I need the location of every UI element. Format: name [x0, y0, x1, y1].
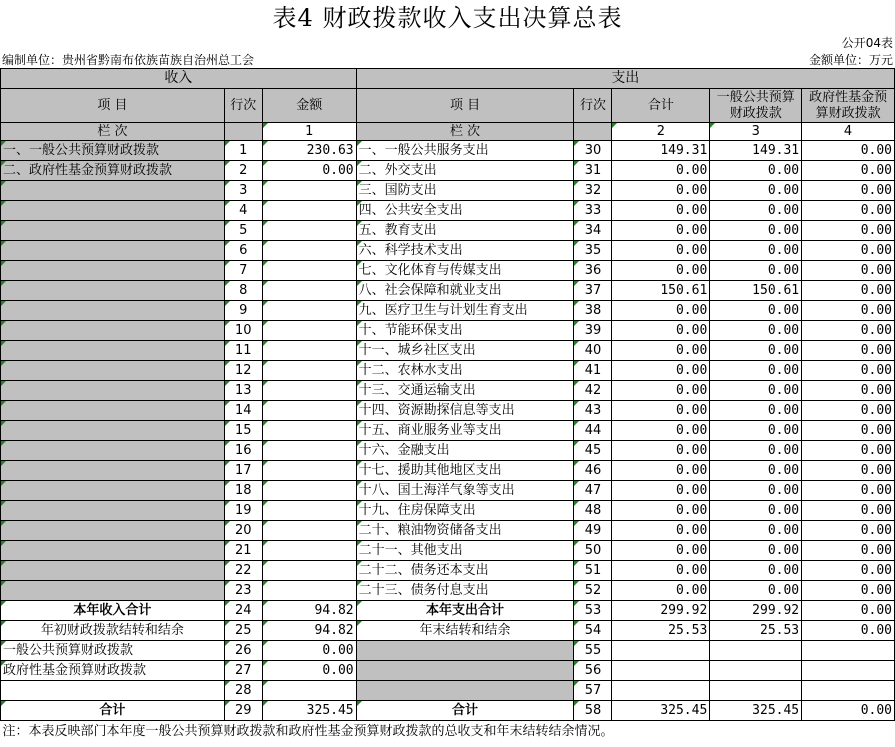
income-amount-cell[interactable]: 230.63	[262, 141, 356, 161]
income-amount-cell[interactable]	[262, 561, 356, 581]
income-amount-cell[interactable]	[262, 541, 356, 561]
income-line-no-cell[interactable]: 7	[224, 261, 262, 281]
expense-item-cell[interactable]: 二十一、其他支出	[356, 541, 574, 561]
income-amount-cell[interactable]: 0.00	[262, 641, 356, 661]
income-section-header: 收入	[1, 69, 357, 89]
gov-fund-header: 政府性基金预算财政拨款	[802, 89, 895, 123]
income-lan-ci: 栏 次	[1, 123, 225, 141]
income-line-no-cell[interactable]: 14	[224, 401, 262, 421]
income-item-cell[interactable]	[1, 561, 225, 581]
income-amount-cell[interactable]: 0.00	[262, 661, 356, 681]
gov-fund-cell[interactable]: 0.00	[802, 481, 895, 501]
income-item-cell[interactable]	[1, 321, 225, 341]
expense-line-no-cell[interactable]: 56	[574, 661, 612, 681]
income-line-no-cell[interactable]: 6	[224, 241, 262, 261]
general-budget-cell[interactable]: 25.53	[710, 621, 802, 641]
expense-item-cell[interactable]: 七、文化体育与传媒支出	[356, 261, 574, 281]
expense-total-cell[interactable]: 0.00	[612, 541, 710, 561]
general-budget-cell[interactable]: 0.00	[710, 161, 802, 181]
income-item-cell[interactable]	[1, 381, 225, 401]
general-budget-cell[interactable]: 0.00	[710, 241, 802, 261]
general-budget-cell[interactable]: 0.00	[710, 521, 802, 541]
expense-total-cell[interactable]: 25.53	[612, 621, 710, 641]
gov-fund-cell[interactable]: 0.00	[802, 321, 895, 341]
general-budget-cell[interactable]: 0.00	[710, 541, 802, 561]
expense-total-cell[interactable]	[612, 681, 710, 701]
expense-item-cell[interactable]: 十七、援助其他地区支出	[356, 461, 574, 481]
general-budget-cell[interactable]: 0.00	[710, 501, 802, 521]
expense-line-no-cell[interactable]: 57	[574, 681, 612, 701]
expense-total-cell[interactable]: 0.00	[612, 301, 710, 321]
table-row	[1, 681, 895, 701]
gov-fund-cell[interactable]: 0.00	[802, 341, 895, 361]
table-row	[1, 161, 895, 181]
expense-line-no-cell[interactable]: 43	[574, 401, 612, 421]
table-row	[1, 381, 895, 401]
expense-item-cell[interactable]: 十、节能环保支出	[356, 321, 574, 341]
general-budget-cell[interactable]: 0.00	[710, 261, 802, 281]
income-amount-cell[interactable]	[262, 321, 356, 341]
expense-total-cell[interactable]	[612, 661, 710, 681]
gov-fund-cell[interactable]: 0.00	[802, 421, 895, 441]
gov-fund-cell[interactable]: 0.00	[802, 281, 895, 301]
income-item-cell[interactable]	[1, 501, 225, 521]
expense-line-no-cell[interactable]: 38	[574, 301, 612, 321]
expense-line-no-cell[interactable]: 33	[574, 201, 612, 221]
general-budget-cell[interactable]: 325.45	[710, 701, 802, 721]
expense-line-no-cell[interactable]: 31	[574, 161, 612, 181]
expense-total-cell[interactable]: 149.31	[612, 141, 710, 161]
income-amount-cell[interactable]	[262, 361, 356, 381]
expense-item-cell[interactable]: 十五、商业服务业等支出	[356, 421, 574, 441]
expense-total-cell[interactable]: 0.00	[612, 161, 710, 181]
income-line-no-cell[interactable]: 2	[224, 161, 262, 181]
gov-fund-cell[interactable]: 0.00	[802, 181, 895, 201]
gov-fund-cell[interactable]: 0.00	[802, 241, 895, 261]
expense-item-cell[interactable]: 五、教育支出	[356, 221, 574, 241]
gov-fund-cell[interactable]: 0.00	[802, 581, 895, 601]
expense-line-no-cell[interactable]: 49	[574, 521, 612, 541]
expense-line-no-cell[interactable]: 44	[574, 421, 612, 441]
income-amount-cell[interactable]: 325.45	[262, 701, 356, 721]
gov-fund-cell[interactable]: 0.00	[802, 441, 895, 461]
gov-fund-cell[interactable]: 0.00	[802, 161, 895, 181]
table-row	[1, 201, 895, 221]
income-item-cell[interactable]	[1, 221, 225, 241]
general-budget-cell[interactable]: 299.92	[710, 601, 802, 621]
table-row	[1, 141, 895, 161]
table-row	[1, 361, 895, 381]
income-amount-cell[interactable]	[262, 461, 356, 481]
expense-item-cell[interactable]: 二十、粮油物资储备支出	[356, 521, 574, 541]
expense-line-no-cell[interactable]: 32	[574, 181, 612, 201]
income-item-cell[interactable]	[1, 421, 225, 441]
expense-line-no-cell[interactable]: 53	[574, 601, 612, 621]
income-item-cell[interactable]: 政府性基金预算财政拨款	[1, 661, 225, 681]
income-amount-cell[interactable]	[262, 241, 356, 261]
income-line-no-cell[interactable]: 13	[224, 381, 262, 401]
income-item-cell[interactable]	[1, 281, 225, 301]
table-row	[1, 521, 895, 541]
general-budget-cell[interactable]: 0.00	[710, 481, 802, 501]
income-item-cell[interactable]	[1, 361, 225, 381]
table-row	[1, 441, 895, 461]
table-row	[1, 641, 895, 661]
income-lan-ci-blank	[224, 123, 262, 141]
general-budget-header: 一般公共预算财政拨款	[710, 89, 802, 123]
reporting-unit: 编制单位：贵州省黔南布依族苗族自治州总工会	[2, 53, 255, 67]
gov-fund-cell[interactable]: 0.00	[802, 221, 895, 241]
income-item-cell[interactable]	[1, 341, 225, 361]
income-line-no-cell[interactable]: 12	[224, 361, 262, 381]
expense-total-cell[interactable]: 0.00	[612, 421, 710, 441]
income-line-no-cell[interactable]: 23	[224, 581, 262, 601]
income-item-cell[interactable]	[1, 241, 225, 261]
table-row	[1, 221, 895, 241]
table-row	[1, 621, 895, 641]
income-amount-cell[interactable]	[262, 261, 356, 281]
general-budget-cell[interactable]: 0.00	[710, 221, 802, 241]
income-amount-cell[interactable]	[262, 281, 356, 301]
table-row	[1, 401, 895, 421]
expense-total-cell[interactable]: 0.00	[612, 581, 710, 601]
expense-total-cell[interactable]: 0.00	[612, 261, 710, 281]
expense-total-cell[interactable]: 0.00	[612, 201, 710, 221]
income-amount-cell[interactable]: 0.00	[262, 161, 356, 181]
general-budget-cell[interactable]: 0.00	[710, 381, 802, 401]
expense-line-no-cell[interactable]: 55	[574, 641, 612, 661]
expense-item-cell[interactable]: 十六、金融支出	[356, 441, 574, 461]
expense-total-cell[interactable]: 299.92	[612, 601, 710, 621]
expense-total-cell[interactable]: 0.00	[612, 241, 710, 261]
expense-total-cell[interactable]: 0.00	[612, 321, 710, 341]
income-item-cell[interactable]	[1, 581, 225, 601]
gov-fund-cell[interactable]: 0.00	[802, 521, 895, 541]
gov-fund-cell[interactable]	[802, 641, 895, 661]
general-budget-cell[interactable]: 0.00	[710, 561, 802, 581]
income-item-cell[interactable]	[1, 201, 225, 221]
income-amount-cell[interactable]: 94.82	[262, 601, 356, 621]
expense-total-cell[interactable]: 0.00	[612, 501, 710, 521]
general-budget-cell[interactable]: 0.00	[710, 321, 802, 341]
income-line-no-cell[interactable]: 4	[224, 201, 262, 221]
gov-fund-cell[interactable]: 0.00	[802, 381, 895, 401]
table-row	[1, 481, 895, 501]
expense-line-no-cell[interactable]: 45	[574, 441, 612, 461]
expense-line-no-cell[interactable]: 54	[574, 621, 612, 641]
expense-line-no-cell[interactable]: 37	[574, 281, 612, 301]
gov-fund-cell[interactable]: 0.00	[802, 401, 895, 421]
expense-line-no-cell[interactable]: 48	[574, 501, 612, 521]
table-row	[1, 601, 895, 621]
income-amount-cell[interactable]	[262, 501, 356, 521]
expense-item-cell[interactable]	[356, 661, 574, 681]
income-line-no-cell[interactable]: 1	[224, 141, 262, 161]
expense-line-no-cell[interactable]: 34	[574, 221, 612, 241]
expense-line-no-cell[interactable]: 41	[574, 361, 612, 381]
money-unit: 金额单位：万元	[808, 53, 893, 67]
general-budget-cell[interactable]	[710, 681, 802, 701]
income-item-header: 项 目	[1, 89, 225, 123]
expense-item-cell[interactable]: 二、外交支出	[356, 161, 574, 181]
income-amount-cell[interactable]	[262, 481, 356, 501]
table-row	[1, 181, 895, 201]
expense-total-cell[interactable]: 0.00	[612, 521, 710, 541]
income-item-cell[interactable]: 一般公共预算财政拨款	[1, 641, 225, 661]
expense-total-cell[interactable]: 0.00	[612, 181, 710, 201]
expense-item-header: 项 目	[356, 89, 574, 123]
income-item-cell[interactable]	[1, 521, 225, 541]
general-budget-cell[interactable]: 0.00	[710, 181, 802, 201]
expense-item-cell[interactable]: 十九、住房保障支出	[356, 501, 574, 521]
income-line-no-cell[interactable]: 27	[224, 661, 262, 681]
expense-item-cell[interactable]: 一、一般公共服务支出	[356, 141, 574, 161]
table-row	[1, 321, 895, 341]
income-line-no-cell[interactable]: 10	[224, 321, 262, 341]
expense-item-cell[interactable]: 合计	[356, 701, 574, 721]
expense-item-cell[interactable]: 十三、交通运输支出	[356, 381, 574, 401]
expense-line-no-cell[interactable]: 47	[574, 481, 612, 501]
gov-fund-cell[interactable]: 0.00	[802, 541, 895, 561]
expense-item-cell[interactable]: 十八、国土海洋气象等支出	[356, 481, 574, 501]
income-amount-cell[interactable]	[262, 441, 356, 461]
expense-section-header: 支出	[356, 69, 894, 89]
income-amount-cell[interactable]	[262, 341, 356, 361]
expense-line-no-cell[interactable]: 50	[574, 541, 612, 561]
income-line-no-cell[interactable]: 19	[224, 501, 262, 521]
expense-line-no-cell[interactable]: 40	[574, 341, 612, 361]
table-row	[1, 461, 895, 481]
expense-total-cell[interactable]: 0.00	[612, 221, 710, 241]
income-amount-cell[interactable]	[262, 181, 356, 201]
income-line-no-cell[interactable]: 9	[224, 301, 262, 321]
expense-line-no-cell[interactable]: 36	[574, 261, 612, 281]
expense-item-cell[interactable]: 八、社会保障和就业支出	[356, 281, 574, 301]
income-line-no-cell[interactable]: 15	[224, 421, 262, 441]
expense-line-no-cell[interactable]: 42	[574, 381, 612, 401]
table-row	[1, 501, 895, 521]
gov-fund-cell[interactable]: 0.00	[802, 501, 895, 521]
gov-fund-cell[interactable]: 0.00	[802, 621, 895, 641]
report-title: 表4 财政拨款收入支出决算总表	[272, 4, 623, 32]
expense-total-cell[interactable]: 0.00	[612, 441, 710, 461]
general-budget-cell[interactable]: 0.00	[710, 361, 802, 381]
expense-item-cell[interactable]: 年末结转和结余	[356, 621, 574, 641]
expense-item-cell[interactable]: 六、科学技术支出	[356, 241, 574, 261]
expense-item-cell[interactable]: 二十三、债务付息支出	[356, 581, 574, 601]
expense-total-cell[interactable]: 0.00	[612, 561, 710, 581]
gov-fund-cell[interactable]: 0.00	[802, 141, 895, 161]
income-item-cell[interactable]	[1, 301, 225, 321]
expense-item-cell[interactable]: 十四、资源勘探信息等支出	[356, 401, 574, 421]
gov-fund-cell[interactable]	[802, 681, 895, 701]
income-line-no-header: 行次	[224, 89, 262, 123]
col-3-number: 3	[710, 123, 802, 141]
table-row	[1, 561, 895, 581]
expense-item-cell[interactable]: 三、国防支出	[356, 181, 574, 201]
general-budget-cell[interactable]: 0.00	[710, 201, 802, 221]
col-1-number: 1	[262, 123, 356, 141]
income-amount-cell[interactable]	[262, 381, 356, 401]
table-note: 注：本表反映部门本年度一般公共预算财政拨款和政府性基金预算财政拨款的总收支和年末结转结余情况。	[2, 724, 614, 739]
general-budget-cell[interactable]	[710, 661, 802, 681]
col-2-number: 2	[612, 123, 710, 141]
expense-item-cell[interactable]: 十二、农林水支出	[356, 361, 574, 381]
income-amount-cell[interactable]	[262, 221, 356, 241]
table-row	[1, 421, 895, 441]
table-row	[1, 581, 895, 601]
income-amount-cell[interactable]	[262, 521, 356, 541]
gov-fund-cell[interactable]: 0.00	[802, 201, 895, 221]
expense-total-cell[interactable]: 0.00	[612, 381, 710, 401]
gov-fund-cell[interactable]: 0.00	[802, 701, 895, 721]
table-row	[1, 661, 895, 681]
income-item-cell[interactable]: 二、政府性基金预算财政拨款	[1, 161, 225, 181]
gov-fund-cell[interactable]: 0.00	[802, 601, 895, 621]
income-line-no-cell[interactable]: 24	[224, 601, 262, 621]
income-item-cell[interactable]	[1, 181, 225, 201]
gov-fund-cell[interactable]: 0.00	[802, 461, 895, 481]
income-item-cell[interactable]: 年初财政拨款结转和结余	[1, 621, 225, 641]
income-amount-cell[interactable]: 94.82	[262, 621, 356, 641]
expense-item-cell[interactable]: 九、医疗卫生与计划生育支出	[356, 301, 574, 321]
income-line-no-cell[interactable]: 16	[224, 441, 262, 461]
income-line-no-cell[interactable]: 29	[224, 701, 262, 721]
expense-total-cell[interactable]: 150.61	[612, 281, 710, 301]
expense-total-cell[interactable]: 0.00	[612, 461, 710, 481]
income-line-no-cell[interactable]: 22	[224, 561, 262, 581]
income-item-cell[interactable]	[1, 481, 225, 501]
expense-line-no-cell[interactable]: 46	[574, 461, 612, 481]
income-item-cell[interactable]: 合计	[1, 701, 225, 721]
income-item-cell[interactable]	[1, 401, 225, 421]
general-budget-cell[interactable]: 0.00	[710, 441, 802, 461]
income-line-no-cell[interactable]: 3	[224, 181, 262, 201]
expense-line-no-cell[interactable]: 51	[574, 561, 612, 581]
expense-item-cell[interactable]: 十一、城乡社区支出	[356, 341, 574, 361]
general-budget-cell[interactable]: 0.00	[710, 301, 802, 321]
table-row	[1, 701, 895, 721]
table-row	[1, 281, 895, 301]
income-amount-cell[interactable]	[262, 201, 356, 221]
expense-total-header: 合计	[612, 89, 710, 123]
income-item-cell[interactable]	[1, 681, 225, 701]
income-amount-cell[interactable]	[262, 681, 356, 701]
general-budget-cell[interactable]: 0.00	[710, 581, 802, 601]
income-amount-cell[interactable]	[262, 301, 356, 321]
income-line-no-cell[interactable]: 26	[224, 641, 262, 661]
income-amount-cell[interactable]	[262, 401, 356, 421]
income-line-no-cell[interactable]: 8	[224, 281, 262, 301]
expense-line-no-cell[interactable]: 58	[574, 701, 612, 721]
table-row	[1, 261, 895, 281]
income-line-no-cell[interactable]: 25	[224, 621, 262, 641]
table-row	[1, 241, 895, 261]
general-budget-cell[interactable]: 150.61	[710, 281, 802, 301]
income-line-no-cell[interactable]: 28	[224, 681, 262, 701]
expense-line-no-header: 行次	[574, 89, 612, 123]
expense-item-cell[interactable]	[356, 641, 574, 661]
gov-fund-cell[interactable]: 0.00	[802, 361, 895, 381]
income-line-no-cell[interactable]: 5	[224, 221, 262, 241]
income-line-no-cell[interactable]: 11	[224, 341, 262, 361]
general-budget-cell[interactable]: 149.31	[710, 141, 802, 161]
note-row	[1, 721, 895, 744]
expense-line-no-cell[interactable]: 39	[574, 321, 612, 341]
income-line-no-cell[interactable]: 18	[224, 481, 262, 501]
income-item-cell[interactable]	[1, 461, 225, 481]
expense-line-no-cell[interactable]: 52	[574, 581, 612, 601]
general-budget-cell[interactable]	[710, 641, 802, 661]
table-row	[1, 541, 895, 561]
expense-total-cell[interactable]: 0.00	[612, 341, 710, 361]
income-item-cell[interactable]	[1, 541, 225, 561]
income-item-cell[interactable]	[1, 261, 225, 281]
table-row	[1, 341, 895, 361]
general-budget-cell[interactable]: 0.00	[710, 461, 802, 481]
income-item-cell[interactable]: 一、一般公共预算财政拨款	[1, 141, 225, 161]
expense-total-cell[interactable]: 0.00	[612, 361, 710, 381]
expense-lan-ci: 栏 次	[356, 123, 574, 141]
expense-lan-ci-blank	[574, 123, 612, 141]
gov-fund-cell[interactable]: 0.00	[802, 561, 895, 581]
expense-total-cell[interactable]	[612, 641, 710, 661]
expense-total-cell[interactable]: 0.00	[612, 401, 710, 421]
income-amount-header: 金额	[262, 89, 356, 123]
income-line-no-cell[interactable]: 17	[224, 461, 262, 481]
income-item-cell[interactable]: 本年收入合计	[1, 601, 225, 621]
income-line-no-cell[interactable]: 20	[224, 521, 262, 541]
expense-total-cell[interactable]: 0.00	[612, 481, 710, 501]
income-item-cell[interactable]	[1, 441, 225, 461]
expense-item-cell[interactable]: 本年支出合计	[356, 601, 574, 621]
expense-item-cell[interactable]: 二十二、债务还本支出	[356, 561, 574, 581]
income-amount-cell[interactable]	[262, 581, 356, 601]
budget-table	[0, 68, 895, 743]
gov-fund-cell[interactable]: 0.00	[802, 261, 895, 281]
general-budget-cell[interactable]: 0.00	[710, 421, 802, 441]
general-budget-cell[interactable]: 0.00	[710, 341, 802, 361]
table-row	[1, 301, 895, 321]
expense-line-no-cell[interactable]: 35	[574, 241, 612, 261]
gov-fund-cell[interactable]	[802, 661, 895, 681]
expense-line-no-cell[interactable]: 30	[574, 141, 612, 161]
expense-item-cell[interactable]	[356, 681, 574, 701]
income-amount-cell[interactable]	[262, 421, 356, 441]
expense-total-cell[interactable]: 325.45	[612, 701, 710, 721]
col-4-number: 4	[802, 123, 895, 141]
expense-item-cell[interactable]: 四、公共安全支出	[356, 201, 574, 221]
form-number: 公开04表	[841, 36, 893, 50]
income-line-no-cell[interactable]: 21	[224, 541, 262, 561]
gov-fund-cell[interactable]: 0.00	[802, 301, 895, 321]
general-budget-cell[interactable]: 0.00	[710, 401, 802, 421]
